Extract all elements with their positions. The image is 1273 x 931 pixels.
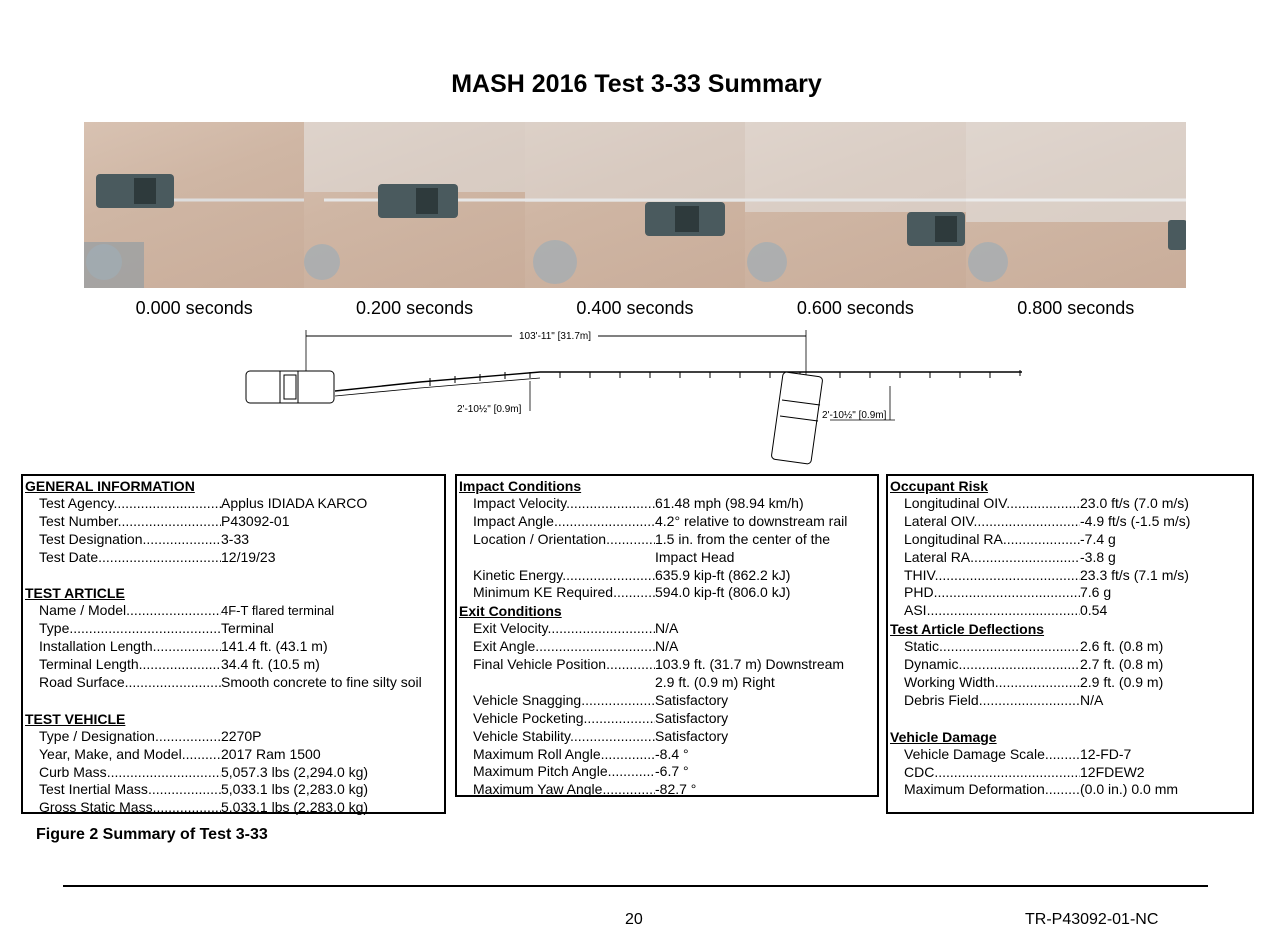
frame-2-image (304, 122, 524, 288)
row-label: Minimum KE Required ..... (473, 584, 655, 602)
info-row (23, 602, 444, 620)
figure-caption: Figure 2 Summary of Test 3-33 (36, 826, 268, 843)
info-row (888, 567, 1252, 585)
info-row (23, 638, 444, 656)
vehicle-final-position (771, 372, 823, 465)
row-value: 4F-T flared terminal (221, 603, 335, 619)
length-dimension-label: 103'-11" [31.7m] (519, 331, 591, 342)
row-value: Impact Head (655, 548, 735, 565)
row-value: -7.4 g (1080, 530, 1116, 547)
row-value: (0.0 in.) 0.0 mm (1080, 781, 1179, 798)
row-label: Test Inertial Mass ..... (39, 781, 221, 799)
test-vehicle-heading: TEST VEHICLE (25, 710, 126, 727)
row-label: Working Width ..... (904, 674, 1080, 692)
row-value: N/A (1080, 691, 1104, 708)
page-number: 20 (625, 911, 643, 928)
row-value: 61.48 mph (98.94 km/h) (655, 495, 804, 511)
info-row (888, 602, 1252, 620)
row-label: Final Vehicle Position ..... (473, 656, 655, 674)
plan-view-diagram (240, 326, 1040, 466)
info-row (888, 656, 1252, 674)
test-article-deflections-heading: Test Article Deflections (890, 621, 1045, 638)
info-row (457, 567, 877, 585)
frame-3-image (525, 122, 745, 288)
info-row (23, 531, 444, 549)
sequence-frame-3 (525, 122, 745, 288)
row-value: -3.8 g (1080, 548, 1116, 565)
info-row (888, 692, 1252, 710)
row-value: -4.9 ft/s (-1.5 m/s) (1080, 512, 1191, 529)
row-label: Dynamic ..... (904, 656, 1080, 674)
row-label: Vehicle Pocketing ..... (473, 710, 655, 728)
row-label: Debris Field ..... (904, 692, 1080, 710)
info-row (23, 674, 444, 692)
row-value: 12-FD-7 (1080, 745, 1132, 762)
info-row (457, 531, 877, 549)
frame-4-image (745, 122, 965, 288)
row-label: Type / Designation ..... (39, 728, 221, 746)
row-value: 4.2° relative to downstream rail (655, 512, 848, 529)
row-label: Static ..... (904, 638, 1080, 656)
frame-captions (84, 298, 1186, 319)
info-row (457, 674, 877, 692)
info-row (888, 781, 1252, 799)
row-value: Satisfactory (655, 691, 729, 708)
row-label: Type ..... (39, 620, 221, 638)
test-article-heading: TEST ARTICLE (25, 585, 125, 602)
row-value: -82.7 ° (655, 781, 697, 798)
row-label: Gross Static Mass ..... (39, 799, 221, 817)
row-value: 2.7 ft. (0.8 m) (1080, 656, 1164, 673)
row-value: Smooth concrete to fine silty soil (221, 674, 422, 691)
info-row (457, 781, 877, 799)
info-row (457, 549, 877, 567)
frame-caption-4: 0.600 seconds (796, 298, 914, 318)
row-label: Test Designation ..... (39, 531, 221, 549)
footer-divider (63, 885, 1208, 887)
row-label: Year, Make, and Model ..... (39, 746, 221, 764)
row-value: 594.0 kip-ft (806.0 kJ) (655, 584, 791, 601)
row-value: 3-33 (221, 530, 250, 547)
impact-conditions-panel (455, 474, 879, 797)
row-label: Road Surface ..... (39, 674, 221, 692)
row-value: N/A (655, 638, 679, 655)
row-label: Kinetic Energy ..... (473, 567, 655, 585)
frame-caption-2: 0.200 seconds (356, 298, 474, 318)
general-information-heading: GENERAL INFORMATION (25, 478, 195, 494)
sequence-frame-5 (966, 122, 1186, 288)
row-label: Exit Velocity ..... (473, 620, 655, 638)
info-row (23, 728, 444, 746)
frame-caption-1: 0.000 seconds (135, 298, 253, 318)
row-value: Satisfactory (655, 727, 729, 744)
exit-conditions-heading: Exit Conditions (459, 603, 562, 620)
row-value: 2.9 ft. (0.9 m) Right (655, 674, 775, 691)
info-row (888, 513, 1252, 531)
info-row (23, 495, 444, 513)
row-label: Maximum Deformation ..... (904, 781, 1080, 799)
info-row (23, 656, 444, 674)
row-label: Name / Model ..... (39, 602, 221, 620)
row-value: 2270P (221, 727, 262, 744)
row-label: Location / Orientation ..... (473, 531, 655, 549)
info-row (23, 746, 444, 764)
sequence-photos (84, 122, 1186, 288)
row-value: 2.9 ft. (0.9 m) (1080, 674, 1164, 691)
row-label: Maximum Roll Angle ..... (473, 746, 655, 764)
row-label: Maximum Yaw Angle ..... (473, 781, 655, 799)
row-label: CDC ..... (904, 764, 1080, 782)
row-label: PHD ..... (904, 584, 1080, 602)
row-label: Installation Length ..... (39, 638, 221, 656)
row-label: Vehicle Snagging ..... (473, 692, 655, 710)
row-label: Test Number ..... (39, 513, 221, 531)
row-value: 5,033.1 lbs (2,283.0 kg) (221, 799, 369, 816)
row-value: 635.9 kip-ft (862.2 kJ) (655, 566, 791, 583)
offset-right-label: 2'-10½" [0.9m] (822, 410, 887, 421)
frame-caption-3: 0.400 seconds (576, 298, 694, 318)
info-row (888, 531, 1252, 549)
sequence-frame-4 (745, 122, 965, 288)
occupant-risk-heading: Occupant Risk (890, 478, 989, 494)
row-value: N/A (655, 620, 679, 637)
row-label: Exit Angle ..... (473, 638, 655, 656)
report-id: TR-P43092-01-NC (1025, 911, 1159, 928)
row-value: 5,033.1 lbs (2,283.0 kg) (221, 781, 369, 798)
info-row (888, 549, 1252, 567)
sequence-frame-1 (84, 122, 304, 288)
row-value: 141.4 ft. (43.1 m) (221, 638, 328, 655)
row-value: 2017 Ram 1500 (221, 745, 321, 762)
info-row (457, 620, 877, 638)
row-value: -6.7 ° (655, 763, 689, 780)
row-value: 34.4 ft. (10.5 m) (221, 656, 320, 673)
row-label: Lateral OIV ..... (904, 513, 1080, 531)
frame-caption-5: 0.800 seconds (1017, 298, 1135, 318)
info-row (23, 781, 444, 799)
row-label: THIV ..... (904, 567, 1080, 585)
row-value: 23.0 ft/s (7.0 m/s) (1080, 495, 1189, 511)
row-label: Vehicle Stability ..... (473, 728, 655, 746)
row-value: -8.4 ° (655, 745, 689, 762)
info-row (457, 710, 877, 728)
row-value: 1.5 in. from the center of the (655, 530, 831, 547)
info-row (888, 746, 1252, 764)
info-row (23, 620, 444, 638)
info-row (888, 764, 1252, 782)
row-label: Test Date ..... (39, 549, 221, 567)
row-label: Impact Angle ..... (473, 513, 655, 531)
row-label: Test Agency ..... (39, 495, 221, 513)
row-value: 103.9 ft. (31.7 m) Downstream (655, 656, 845, 673)
row-value: 23.3 ft/s (7.1 m/s) (1080, 566, 1189, 583)
row-value: 2.6 ft. (0.8 m) (1080, 638, 1164, 655)
row-value: 0.54 (1080, 602, 1108, 619)
row-label: ASI ..... (904, 602, 1080, 620)
general-information-panel (21, 474, 446, 814)
occupant-risk-panel (886, 474, 1254, 814)
info-row (457, 728, 877, 746)
info-row (23, 513, 444, 531)
frame-5-image (966, 122, 1186, 288)
offset-left-label: 2'-10½" [0.9m] (457, 404, 522, 415)
info-row (457, 584, 877, 602)
info-row (888, 495, 1252, 513)
info-row (457, 746, 877, 764)
row-label: Vehicle Damage Scale ..... (904, 746, 1080, 764)
info-row (888, 638, 1252, 656)
row-value: Terminal (221, 620, 274, 637)
row-value: 12/19/23 (221, 548, 276, 565)
row-value: P43092-01 (221, 512, 290, 529)
frame-1-image (84, 122, 304, 288)
row-value: 5,057.3 lbs (2,294.0 kg) (221, 763, 369, 780)
row-label: Curb Mass ..... (39, 764, 221, 782)
info-row (457, 763, 877, 781)
row-label: Longitudinal OIV ..... (904, 495, 1080, 513)
row-label: Lateral RA ..... (904, 549, 1080, 567)
guardrail (335, 372, 1022, 391)
info-row (888, 584, 1252, 602)
row-label: Maximum Pitch Angle ..... (473, 763, 655, 781)
vehicle-at-impact (246, 371, 334, 403)
info-row (23, 549, 444, 567)
sequence-frame-2 (304, 122, 524, 288)
impact-conditions-heading: Impact Conditions (459, 478, 582, 494)
row-value: 12FDEW2 (1080, 763, 1145, 780)
info-row (888, 674, 1252, 692)
info-row (23, 799, 444, 817)
row-label: Terminal Length ..... (39, 656, 221, 674)
info-row (23, 764, 444, 782)
row-value: 7.6 g (1080, 584, 1112, 601)
row-label: Longitudinal RA ..... (904, 531, 1080, 549)
info-row (457, 638, 877, 656)
page-title: MASH 2016 Test 3-33 Summary (451, 70, 822, 98)
info-row (457, 656, 877, 674)
vehicle-damage-heading: Vehicle Damage (890, 728, 997, 745)
info-row (457, 692, 877, 710)
row-value: Applus IDIADA KARCO (221, 495, 368, 511)
info-row (457, 495, 877, 513)
info-row (457, 513, 877, 531)
row-label: Impact Velocity ..... (473, 495, 655, 513)
row-value: Satisfactory (655, 709, 729, 726)
